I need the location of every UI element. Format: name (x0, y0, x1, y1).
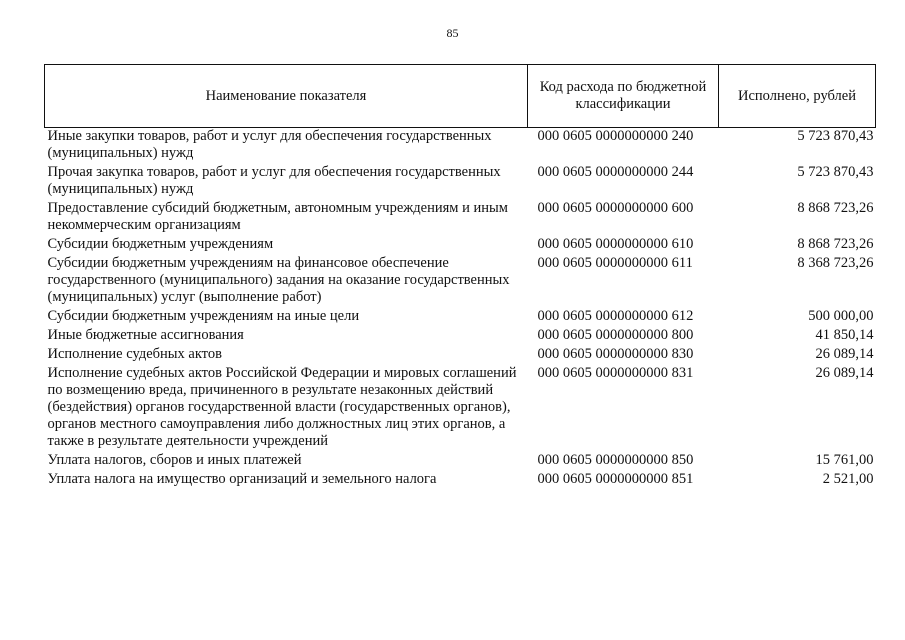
row-name: Уплата налогов, сборов и иных платежей (47, 452, 302, 468)
row-amount: 2 521,00 (822, 471, 874, 487)
row-amount: 41 850,14 (815, 327, 874, 343)
row-amount: 8 868 723,26 (797, 200, 874, 216)
header-code: Код расхода по бюджетной классификации (528, 65, 719, 128)
row-amount: 26 089,14 (815, 365, 874, 381)
row-name: Иные бюджетные ассигнования (47, 327, 244, 343)
row-name: Уплата налога на имущество организаций и земельного налога (47, 471, 437, 487)
row-name: Исполнение судебных актов (47, 346, 222, 362)
row-name: Предоставление субсидий бюджетным, автономным учреждениям и иным некоммерческим организациям (47, 200, 508, 233)
row-amount: 500 000,00 (808, 308, 874, 324)
row-code: 000 0605 0000000000 850 (537, 452, 694, 468)
row-code: 000 0605 0000000000 830 (537, 346, 694, 362)
row-code: 000 0605 0000000000 800 (537, 327, 694, 343)
table-row (45, 327, 876, 346)
table-row (45, 255, 876, 308)
row-code: 000 0605 0000000000 611 (537, 255, 693, 271)
row-code: 000 0605 0000000000 610 (537, 236, 694, 252)
row-name: Субсидии бюджетным учреждениям на финансовое обеспечение государственного (муниципального) задания на оказание государственных (муниципальных) услуг (выполнение работ) (47, 255, 510, 305)
row-amount: 5 723 870,43 (797, 164, 874, 180)
row-code: 000 0605 0000000000 600 (537, 200, 694, 216)
row-name: Исполнение судебных актов Российской Федерации и мировых соглашений по возмещению вреда, причиненного в результате незаконных действий (бездействия) органов государственной власти (государственных органов), органов местного самоуправления либо должностных лиц этих органов, а также в результате деятельности учреждений (47, 365, 517, 449)
row-name: Субсидии бюджетным учреждениям (47, 236, 274, 252)
table-row (45, 236, 876, 255)
row-amount: 8 368 723,26 (797, 255, 874, 271)
row-name: Субсидии бюджетным учреждениям на иные цели (47, 308, 360, 324)
table-row (45, 164, 876, 200)
budget-execution-table (44, 64, 876, 490)
row-amount: 26 089,14 (815, 346, 874, 362)
row-name: Иные закупки товаров, работ и услуг для обеспечения государственных (муниципальных) нужд (47, 128, 492, 161)
row-code: 000 0605 0000000000 851 (537, 471, 694, 487)
table-row (45, 365, 876, 452)
header-amount: Исполнено, рублей (719, 65, 876, 128)
header-name: Наименование показателя (45, 65, 528, 128)
table-row (45, 471, 876, 490)
row-code: 000 0605 0000000000 240 (537, 128, 694, 144)
table-row (45, 200, 876, 236)
row-code: 000 0605 0000000000 244 (537, 164, 694, 180)
row-name: Прочая закупка товаров, работ и услуг для обеспечения государственных (муниципальных) нужд (47, 164, 501, 197)
row-amount: 15 761,00 (815, 452, 874, 468)
table-header-row (45, 65, 876, 128)
table-row (45, 128, 876, 165)
row-code: 000 0605 0000000000 612 (537, 308, 694, 324)
table-row (45, 308, 876, 327)
table-row (45, 346, 876, 365)
page-number: 85 (446, 26, 459, 40)
row-amount: 8 868 723,26 (797, 236, 874, 252)
row-code: 000 0605 0000000000 831 (537, 365, 694, 381)
table-row (45, 452, 876, 471)
row-amount: 5 723 870,43 (797, 128, 874, 144)
